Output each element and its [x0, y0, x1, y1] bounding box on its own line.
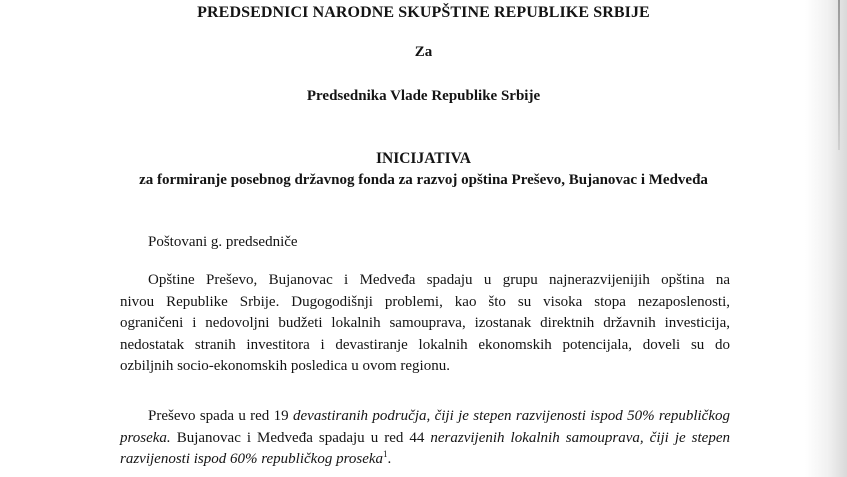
document-title: INICIJATIVA: [375, 150, 472, 167]
recipient-heading: Predsednika Vlade Republike Srbije: [306, 88, 541, 104]
page-edge-shadow: [805, 0, 847, 477]
paragraph-2-line: [120, 449, 730, 471]
paragraph-2-line: [120, 428, 730, 450]
paragraph-1-line: nedostatak stranih investitora i devastiranje lokalnih ekonomskih potencijala, doveli su do: [120, 336, 730, 353]
paragraph-2-text: .: [387, 451, 392, 467]
paragraph-2-italic-text: nerazvijenih lokalnih samouprava, čiji je stepen: [430, 429, 730, 446]
paragraph-2-italic-text: proseka.: [120, 429, 171, 446]
paragraph-1-line: ograničeni i nedovoljni budžeti lokalnih samouprava, izostanak direktnih državnih investicija,: [120, 315, 730, 331]
document-subtitle: za formiranje posebnog državnog fonda za razvoj opština Preševo, Bujanovac i Medveđa: [139, 172, 708, 188]
paragraph-1-line: nivou Republike Srbije. Dugogodišnji problemi, kao što su visoka stopa nezaposlenosti,: [120, 293, 730, 310]
za-label: Za: [414, 44, 433, 60]
paragraph-1-line: [120, 270, 730, 292]
scan-edge-mark: [838, 0, 840, 150]
paragraph-1-line: ozbiljnih socio-ekonomskih posledica u ovom regionu.: [120, 358, 450, 374]
paragraph-2-line: [120, 406, 730, 428]
paragraph-2-italic-text: devastiranih područja, čiji je stepen razvijenosti ispod 50% republičkog: [293, 408, 730, 424]
paragraph-1-line-text: Opštine Preševo, Bujanovac i Medveđa spadaju u grupu najnerazvijenijih opština na: [148, 272, 730, 288]
addressee-heading: PREDSEDNICI NARODNE SKUPŠTINE REPUBLIKE SRBIJE: [197, 4, 650, 21]
paragraph-1: [120, 270, 730, 378]
salutation: Poštovani g. predsedniče: [148, 234, 298, 250]
paragraph-2-italic-text: razvijenosti ispod 60% republičkog proseka: [120, 451, 384, 467]
paragraph-2-text: Preševo spada u red 19: [148, 408, 293, 424]
footnote-marker: 1: [383, 449, 388, 459]
paragraph-2-text: Bujanovac i Medveđa spadaju u red 44: [170, 429, 431, 446]
paragraph-2: [120, 406, 730, 471]
